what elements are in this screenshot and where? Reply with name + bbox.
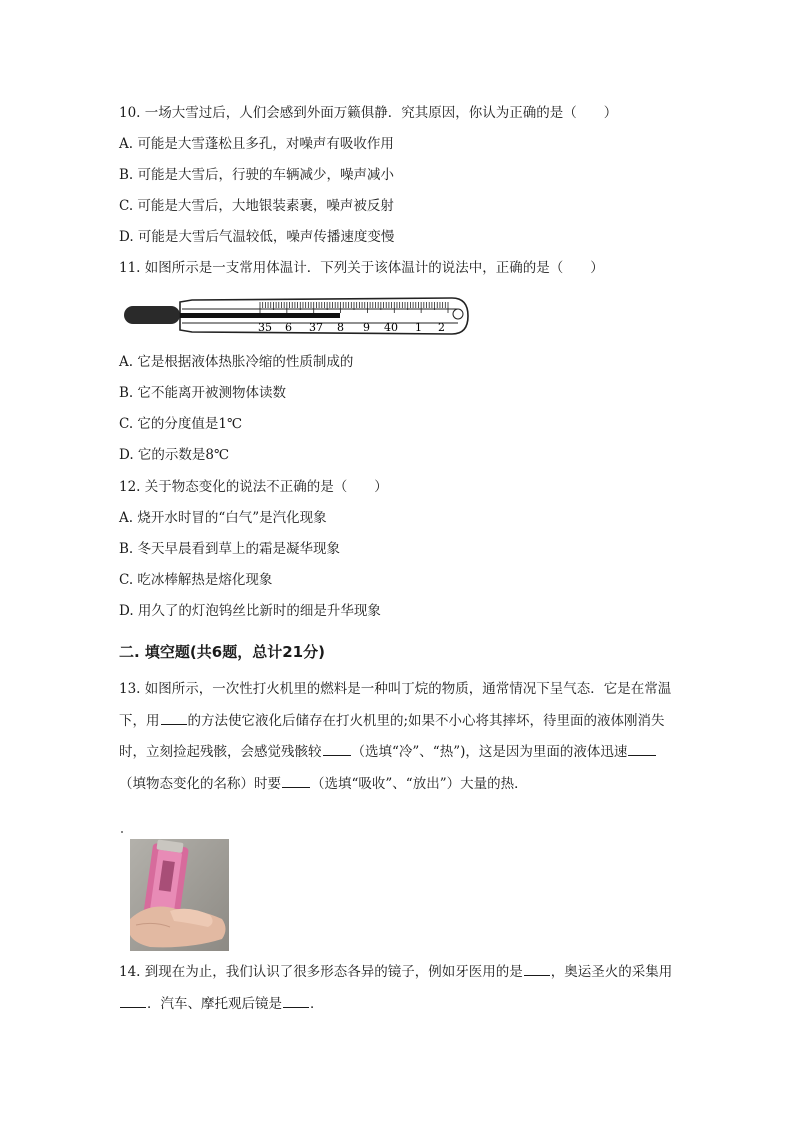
q13-text-4: （填物态变化的名称）时要 xyxy=(119,775,281,792)
q14-text-1: 14. 到现在为止，我们认识了很多形态各异的镜子，例如牙医用的是 xyxy=(119,964,523,980)
thermo-label-40: 40 xyxy=(384,321,398,334)
thermo-label-9: 9 xyxy=(363,321,370,334)
thermo-label-2: 2 xyxy=(438,321,445,334)
q13-text-1: 13. 如图所示，一次性打火机里的燃料是一种叫丁烷的物质，通常情况下呈气态．它是在常温下，用 xyxy=(119,681,672,729)
q14-blank-1[interactable] xyxy=(524,962,550,976)
thermometer-bulb xyxy=(124,306,180,324)
q14-blank-3[interactable] xyxy=(283,994,309,1008)
q10-stem: 10. 一场大雪过后，人们会感到外面万籁俱静．究其原因，你认为正确的是（ ） xyxy=(119,105,618,121)
q10-option-a: A. 可能是大雪蓬松且多孔，对噪声有吸收作用 xyxy=(119,136,394,152)
thermometer-figure xyxy=(122,294,472,338)
q14-blank-2[interactable] xyxy=(120,994,146,1008)
q13-text-5: （选填“吸收”、“放出”）大量的热． xyxy=(311,775,528,792)
q10-option-c: C. 可能是大雪后，大地银装素裹，噪声被反射 xyxy=(119,198,394,214)
q11-option-b: B. 它不能离开被测物体读数 xyxy=(119,385,287,401)
q12-option-a: A. 烧开水时冒的“白气”是汽化现象 xyxy=(119,510,327,526)
q12-option-c: C. 吃冰棒解热是熔化现象 xyxy=(119,572,273,588)
q13-text-3: （选填“冷”、“热”)，这是因为里面的液体迅速 xyxy=(351,744,628,760)
q11-option-a: A. 它是根据液体热胀冷缩的性质制成的 xyxy=(119,354,354,370)
q13-blank-4[interactable] xyxy=(282,774,310,788)
q13-blank-2[interactable] xyxy=(323,742,351,756)
mercury-column xyxy=(180,313,340,318)
thermo-label-8: 8 xyxy=(337,321,344,334)
q13-blank-1[interactable] xyxy=(161,711,187,725)
stray-mark xyxy=(121,831,123,833)
q10-option-b: B. 可能是大雪后，行驶的车辆减少，噪声减小 xyxy=(119,167,395,183)
thermo-label-6: 6 xyxy=(285,321,292,334)
thermo-label-35: 35 xyxy=(258,321,272,334)
q12-option-d: D. 用久了的灯泡钨丝比新时的细是升华现象 xyxy=(119,603,381,619)
q13-paragraph xyxy=(119,674,679,800)
lighter-photo xyxy=(130,839,229,951)
q14-paragraph xyxy=(119,957,679,1020)
q14-text-2: ，奥运圣火的采集用 xyxy=(550,964,673,980)
section-heading: 二. 填空题(共6题，总计21分) xyxy=(119,643,325,661)
q14-text-3: ．汽车、摩托观后镜是 xyxy=(147,995,282,1012)
thermo-label-1: 1 xyxy=(415,321,422,334)
q11-option-d: D. 它的示数是8℃ xyxy=(119,447,230,463)
q10-option-d: D. 可能是大雪后气温较低，噪声传播速度变慢 xyxy=(119,229,395,245)
q13-blank-3[interactable] xyxy=(628,742,656,756)
q11-option-c: C. 它的分度值是1℃ xyxy=(119,416,243,432)
q11-stem: 11. 如图所示是一支常用体温计．下列关于该体温计的说法中，正确的是（ ） xyxy=(119,260,604,276)
q13-text-2: 的方法使它液化后储存在打火机里的;如果不小心将其摔坏，待里面的液体刚消失时，立刻捡起残骸，会感觉残骸较 xyxy=(119,712,665,760)
q12-stem: 12. 关于物态变化的说法不正确的是（ ） xyxy=(119,479,388,495)
q12-option-b: B. 冬天早晨看到草上的霜是凝华现象 xyxy=(119,541,341,557)
thermo-label-37: 37 xyxy=(309,321,323,334)
q14-text-4: ． xyxy=(310,995,324,1012)
